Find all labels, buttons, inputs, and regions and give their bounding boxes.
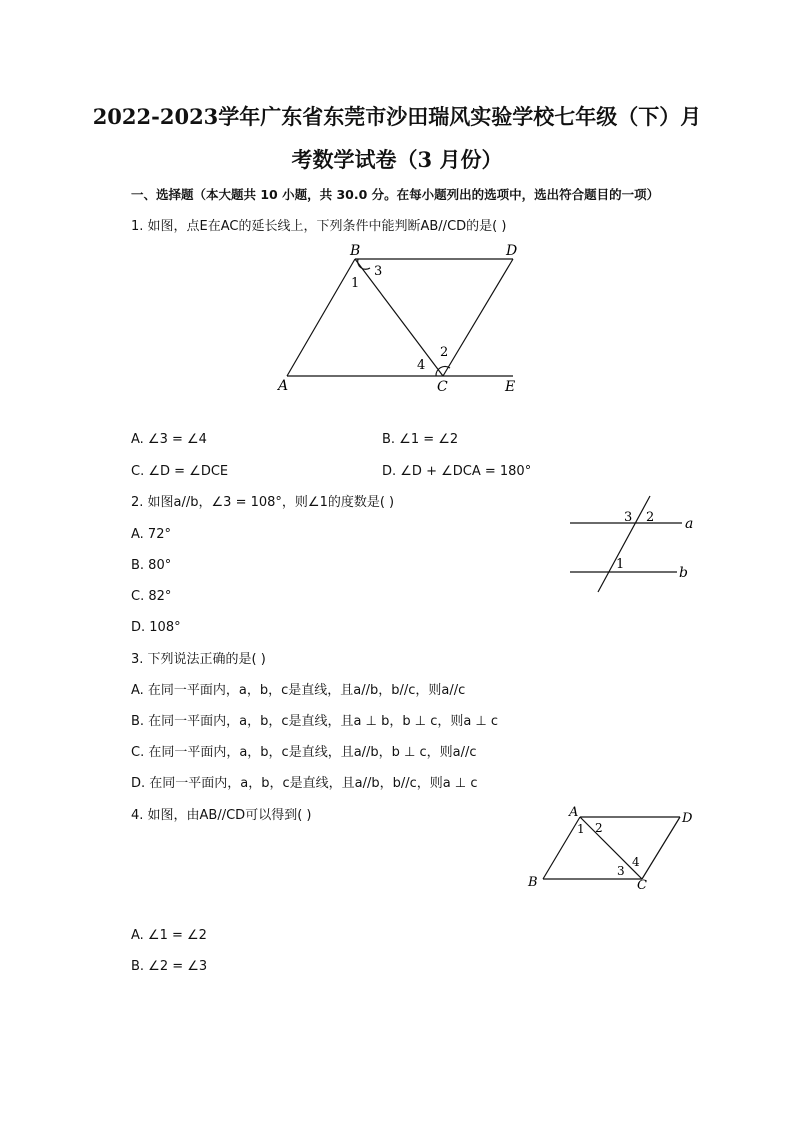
q4-segment-ab [543, 817, 580, 879]
q1-angle-3: 3 [374, 264, 383, 279]
q2-figure [560, 490, 710, 600]
q1-segment-ab [287, 259, 355, 376]
q3-option-b[interactable]: B. 在同一平面内，a，b，c是直线，且a ⊥ b，b ⊥ c，则a ⊥ c [131, 714, 499, 729]
q2-angle-2: 2 [646, 510, 655, 525]
q4-figure [520, 800, 705, 895]
page-title-line2: 考数学试卷（3 月份） [291, 147, 503, 172]
q2-stem: 2. 如图a//b，∠3 = 108°，则∠1的度数是( ) [131, 495, 395, 510]
q3-option-c[interactable]: C. 在同一平面内，a，b，c是直线，且a//b，b ⊥ c，则a//c [131, 745, 477, 760]
q4-label-a: A [569, 805, 579, 820]
q2-label-a: a [685, 516, 694, 532]
q1-label-d: D [506, 243, 518, 259]
q3-option-a[interactable]: A. 在同一平面内，a，b，c是直线，且a//b，b//c，则a//c [131, 683, 466, 698]
q1-option-d[interactable]: D. ∠D + ∠DCA = 180° [382, 464, 532, 479]
q4-stem: 4. 如图，由AB//CD可以得到( ) [131, 808, 312, 823]
q1-angle-2: 2 [440, 345, 449, 360]
q1-label-e: E [505, 379, 516, 395]
q1-option-c[interactable]: C. ∠D = ∠DCE [131, 464, 229, 479]
section-heading: 一、选择题（本大题共 10 小题，共 30.0 分。在每小题列出的选项中，选出符合题目的一项） [131, 187, 660, 202]
q4-angle-2: 2 [595, 821, 603, 835]
q4-angle-4: 4 [632, 855, 640, 869]
q1-segment-cd [443, 259, 513, 376]
q1-angle-4: 4 [417, 358, 426, 373]
q3-option-d[interactable]: D. 在同一平面内，a，b，c是直线，且a//b，b//c，则a ⊥ c [131, 776, 478, 791]
q4-angle-1: 1 [577, 822, 585, 836]
q1-option-b[interactable]: B. ∠1 = ∠2 [382, 432, 459, 447]
q4-angle-3: 3 [617, 864, 625, 878]
q1-stem: 1. 如图，点E在AC的延长线上，下列条件中能判断AB//CD的是( ) [131, 219, 507, 234]
q2-option-d[interactable]: D. 108° [131, 620, 181, 635]
q1-label-a: A [278, 378, 289, 394]
q4-option-a[interactable]: A. ∠1 = ∠2 [131, 928, 207, 943]
q2-option-c[interactable]: C. 82° [131, 589, 172, 604]
q2-angle-3: 3 [624, 510, 633, 525]
q2-angle-1: 1 [616, 557, 625, 572]
q2-option-b[interactable]: B. 80° [131, 558, 172, 573]
q1-label-c: C [437, 379, 448, 395]
q1-figure [270, 240, 530, 400]
q4-segment-cd [642, 817, 680, 879]
q1-angle-1: 1 [351, 276, 360, 291]
q3-stem: 3. 下列说法正确的是( ) [131, 652, 266, 667]
q4-option-b[interactable]: B. ∠2 = ∠3 [131, 959, 208, 974]
q4-label-b: B [528, 875, 538, 890]
q4-segment-ac [580, 817, 642, 879]
page-title-line1: 2022-2023学年广东省东莞市沙田瑞风实验学校七年级（下）月 [92, 104, 702, 129]
q1-option-a[interactable]: A. ∠3 = ∠4 [131, 432, 207, 447]
q2-label-b: b [679, 565, 688, 581]
q1-label-b: B [350, 243, 361, 259]
q2-option-a[interactable]: A. 72° [131, 527, 171, 542]
q1-segment-bc [355, 259, 443, 376]
q4-label-d: D [682, 811, 693, 826]
q4-label-c: C [637, 878, 647, 893]
